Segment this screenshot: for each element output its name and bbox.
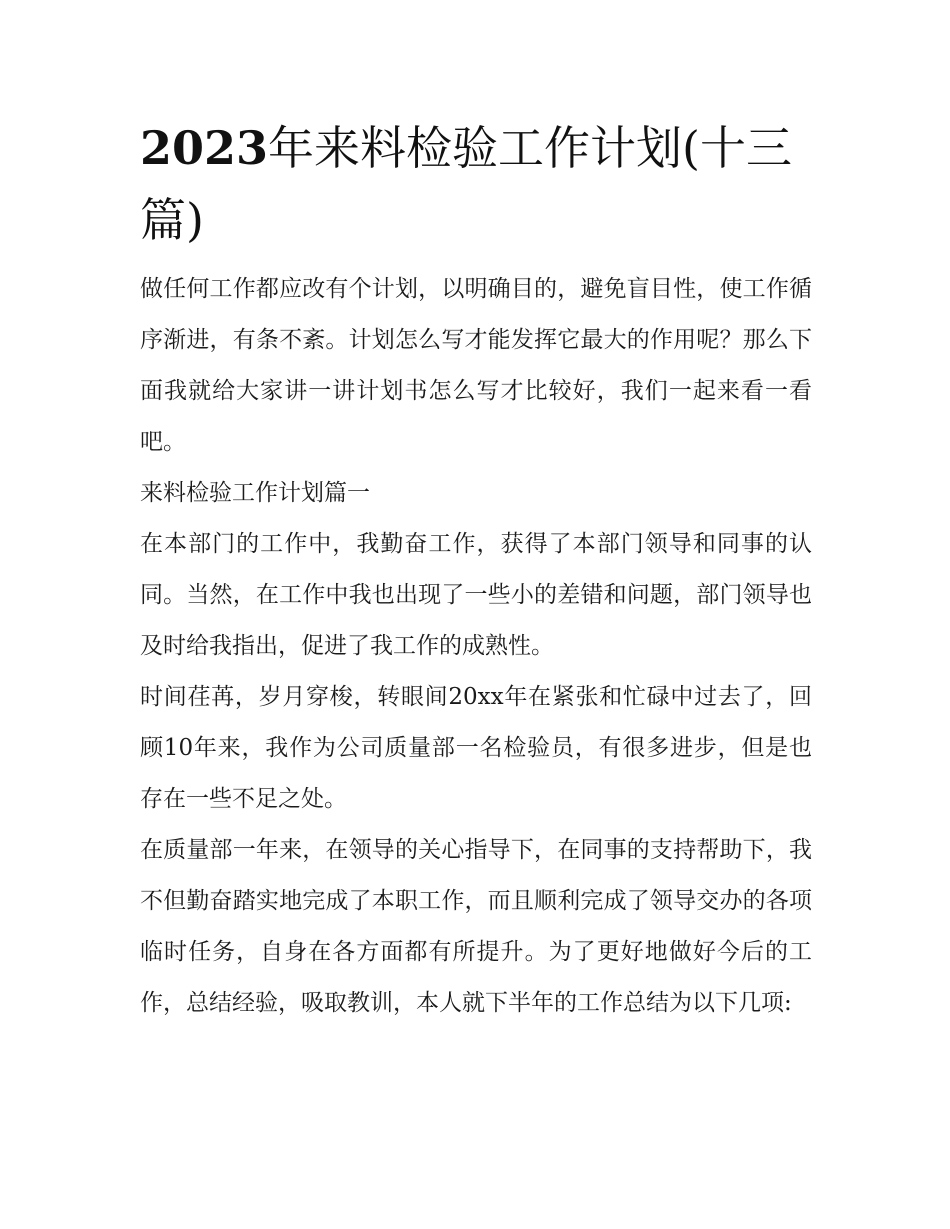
title-text: 年来料检验工作计划(十三篇) [140,121,792,247]
title-year: 2023 [140,121,269,175]
body-paragraph: 时间荏苒，岁月穿梭，转眼间20xx年在紧张和忙碌中过去了，回顾10年来，我作为公司质量部一名检验员，有很多进步，但是也存在一些不足之处。 [140,684,812,812]
document-body [140,112,812,1029]
body-paragraph: 在质量部一年来，在领导的关心指导下，在同事的支持帮助下，我不但勤奋踏实地完成了本职工作，而且顺利完成了领导交办的各项临时任务，自身在各方面都有所提升。为了更好地做好今后的工作，总结经验，吸取教训，本人就下半年的工作总结为以下几项: [140,837,812,1016]
body-paragraph: 在本部门的工作中，我勤奋工作，获得了本部门领导和同事的认同。当然，在工作中我也出现了一些小的差错和问题，部门领导也及时给我指出，促进了我工作的成熟性。 [140,531,812,659]
intro-paragraph: 做任何工作都应改有个计划，以明确目的，避免盲目性，使工作循序渐进，有条不紊。计划怎么写才能发挥它最大的作用呢？那么下面我就给大家讲一讲计划书怎么写才比较好，我们一起来看一看吧。 [140,276,812,455]
document-title [140,112,812,256]
section-heading: 来料检验工作计划篇一 [140,480,370,506]
